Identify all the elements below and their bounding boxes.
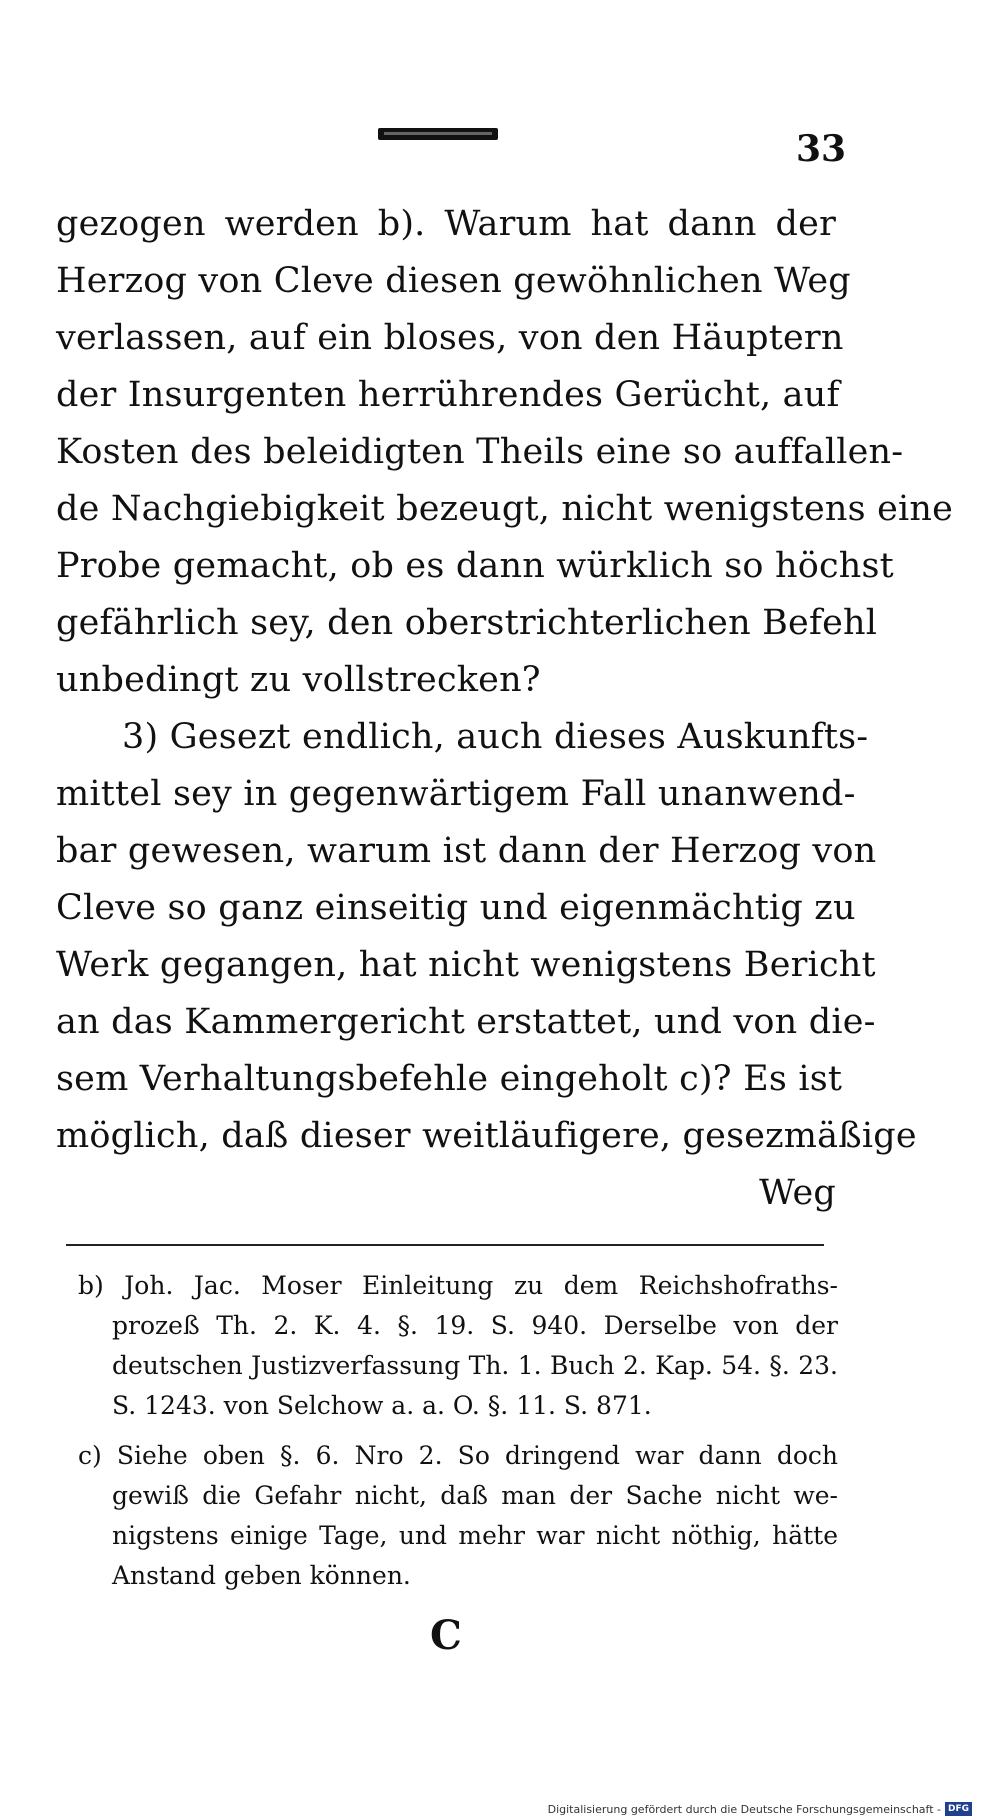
signature-mark: C: [430, 1612, 462, 1659]
text-line: Herzog von Cleve diesen gewöhnlichen Weg: [56, 261, 851, 301]
text-line: unbedingt zu vollstrecken?: [56, 660, 541, 700]
text-line: Probe gemacht, ob es dann würklich so höchst: [56, 546, 894, 586]
text-line: Cleve so ganz einseitig und eigenmächtig zu: [56, 888, 856, 928]
footnotes: [78, 1266, 838, 1596]
text-line: verlassen, auf ein bloses, von den Häuptern: [56, 318, 844, 358]
digitization-credit: [548, 1802, 972, 1816]
footnote-divider: [66, 1244, 824, 1246]
footnote-b-line: deutschen Justizverfassung Th. 1. Buch 2. Kap. 54. §. 23.: [112, 1351, 838, 1380]
footnote-c-line: nigstens einige Tage, und mehr war nicht nöthig, hätte: [112, 1521, 838, 1550]
text-line: möglich, daß dieser weitläufigere, gesezmäßige: [56, 1116, 917, 1156]
digitization-credit-text: Digitalisierung gefördert durch die Deutsche Forschungsgemeinschaft -: [547, 1802, 941, 1816]
text-line: gefährlich sey, den oberstrichterlichen Befehl: [56, 603, 878, 643]
catchword: Weg: [759, 1173, 836, 1213]
text-line-paragraph-start: 3) Gesezt endlich, auch dieses Auskunfts-: [122, 717, 869, 757]
text-line: de Nachgiebigkeit bezeugt, nicht wenigstens eine: [56, 489, 954, 529]
text-line: an das Kammergericht erstattet, und von die-: [56, 1002, 876, 1042]
text-line: der Insurgenten herrührendes Gerücht, auf: [56, 375, 840, 415]
footnote-b-line: prozeß Th. 2. K. 4. §. 19. S. 940. Derselbe von der: [112, 1311, 838, 1340]
page-number: 33: [796, 128, 847, 170]
body-text: [56, 196, 954, 1222]
dfg-logo: DFG: [945, 1802, 972, 1816]
footnote-c-line: c) Siehe oben §. 6. Nro 2. So dringend war dann doch: [78, 1441, 838, 1470]
footnote-c-line: gewiß die Gefahr nicht, daß man der Sache nicht we-: [112, 1481, 838, 1510]
header-ornament-rule: [378, 128, 498, 140]
footnote-b-line: b) Joh. Jac. Moser Einleitung zu dem Reichshofraths-: [78, 1271, 838, 1300]
footnote-b-line: S. 1243. von Selchow a. a. O. §. 11. S. 871.: [112, 1391, 652, 1420]
text-line: mittel sey in gegenwärtigem Fall unanwend-: [56, 774, 856, 814]
text-line: bar gewesen, warum ist dann der Herzog von: [56, 831, 877, 871]
text-line: Kosten des beleidigten Theils eine so auffallen-: [56, 432, 904, 472]
footnote-gap: [78, 1426, 838, 1436]
footnote-c-line: Anstand geben können.: [112, 1561, 411, 1590]
text-line: sem Verhaltungsbefehle eingeholt c)? Es ist: [56, 1059, 843, 1099]
text-line: gezogen werden b). Warum hat dann der: [56, 204, 836, 244]
text-line: Werk gegangen, hat nicht wenigstens Bericht: [56, 945, 876, 985]
